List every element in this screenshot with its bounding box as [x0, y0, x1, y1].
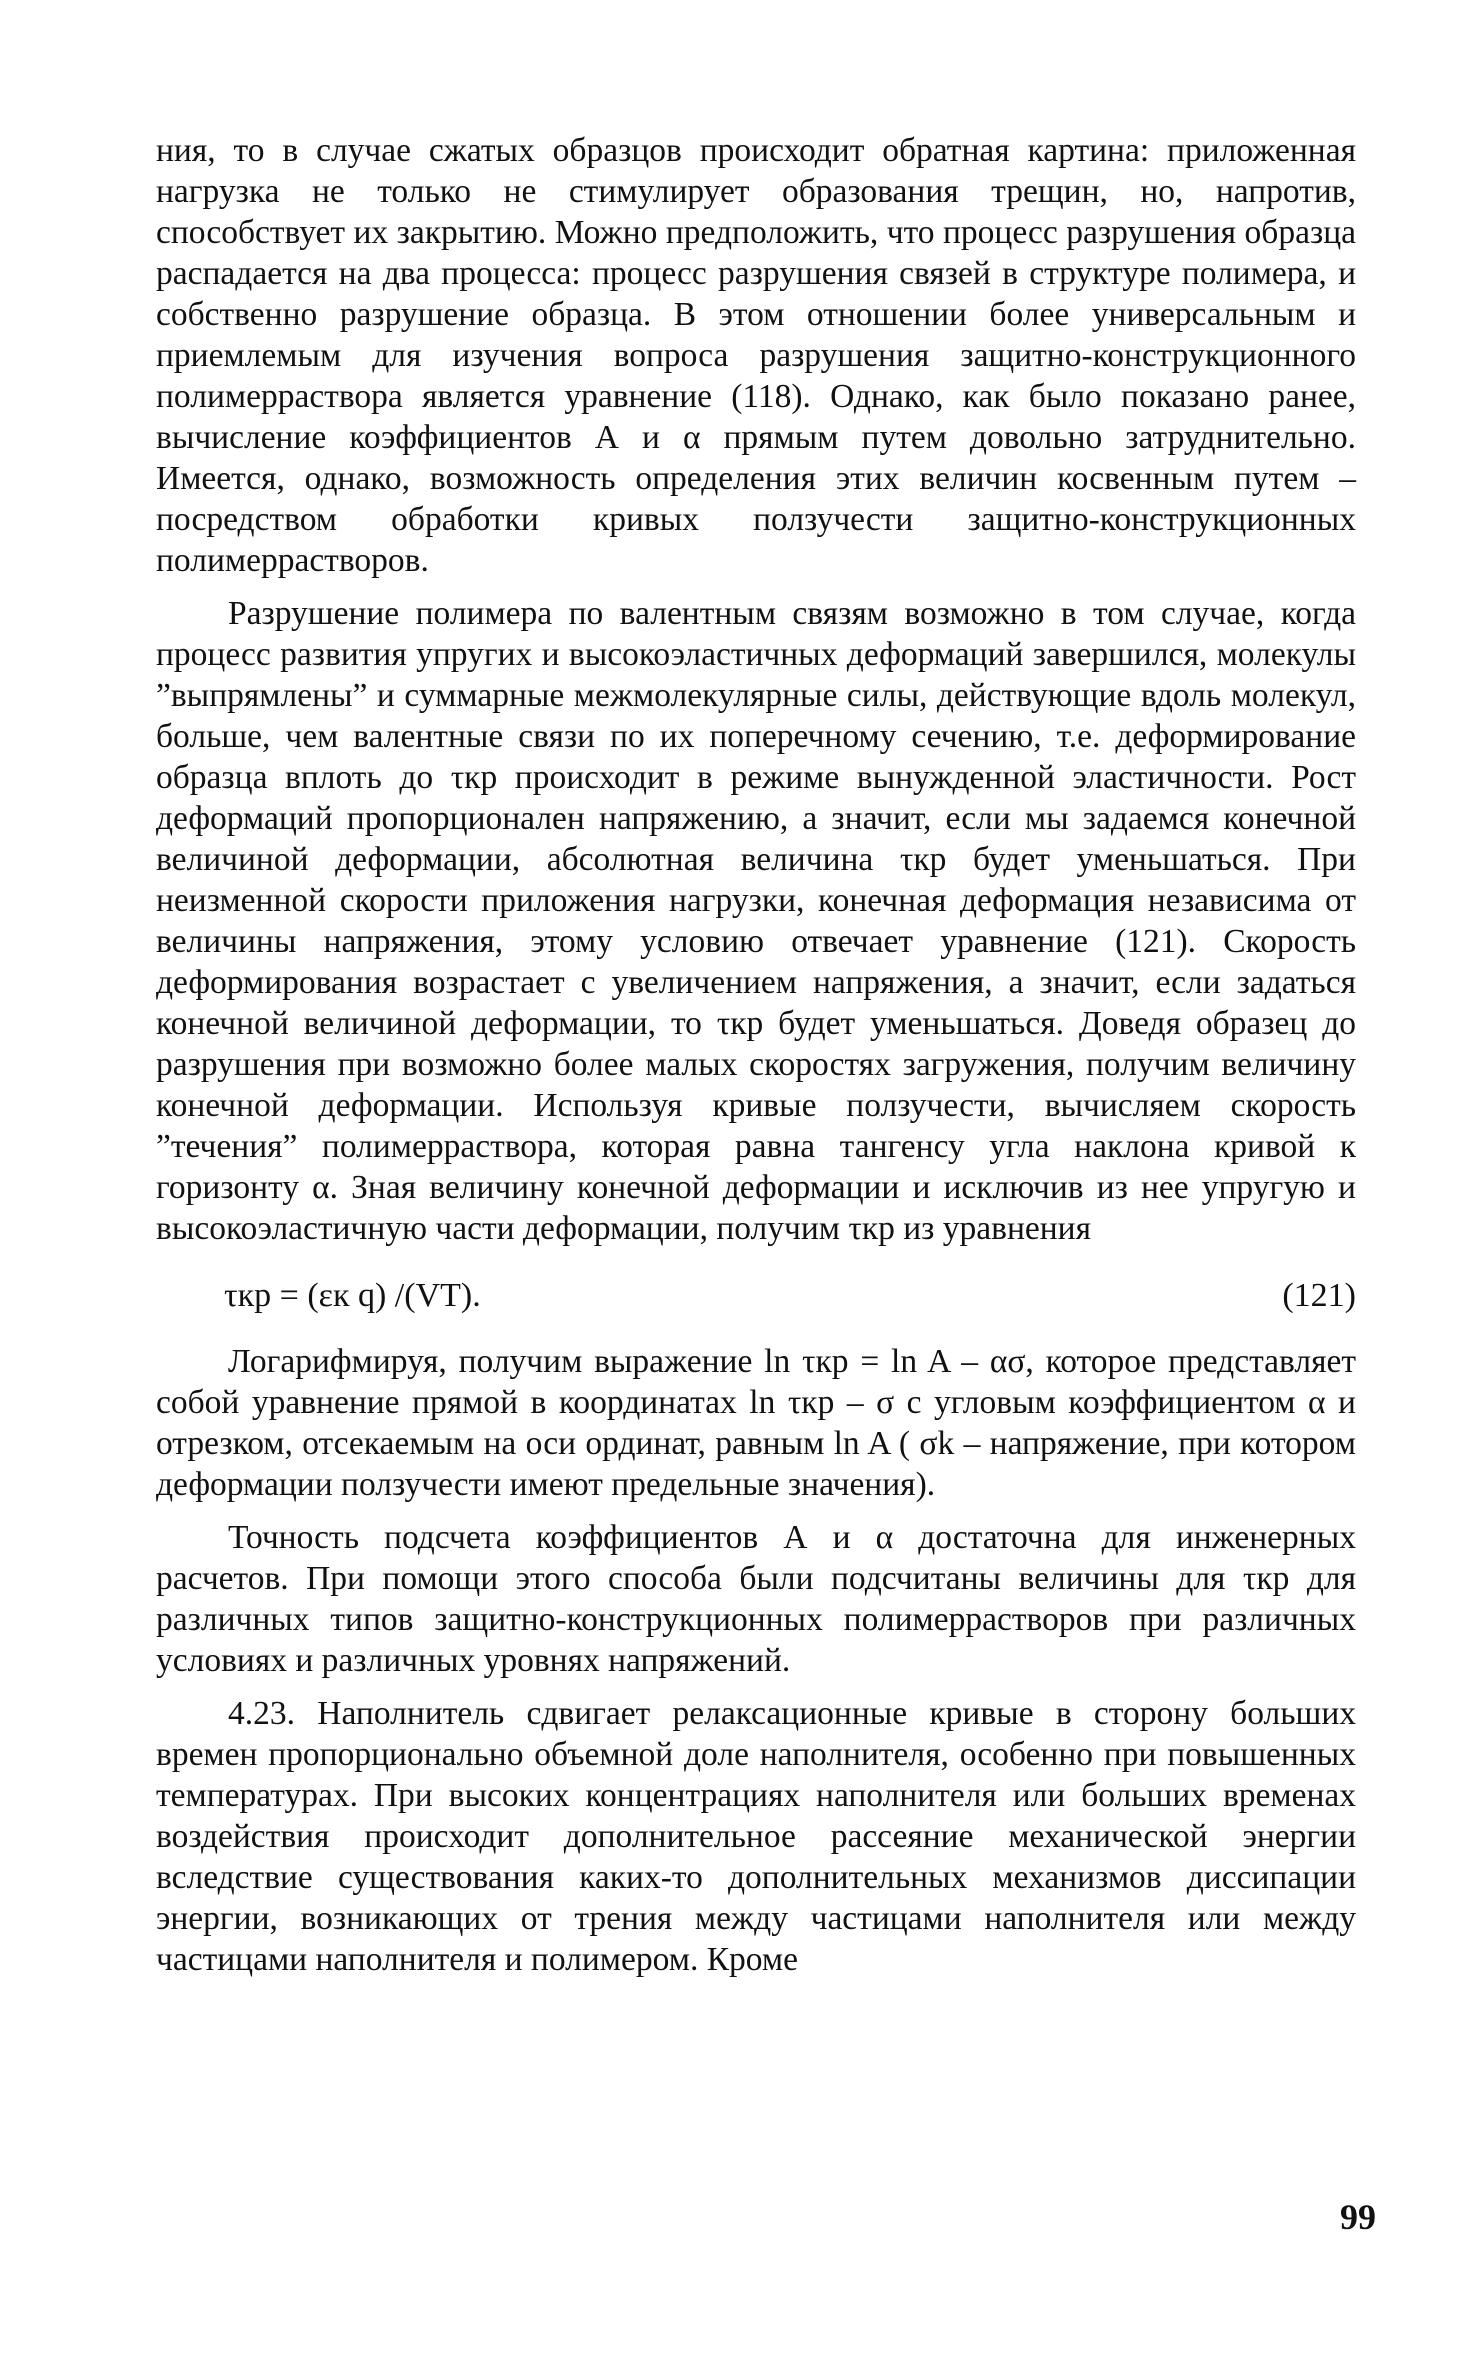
- page-body: [156, 130, 1356, 1980]
- paragraph-logarithm: Логарифмируя, получим выражение ln τкр = ln A – ασ, которое представляет собой уравнение прямой в координатах ln τкр – σ с угловым коэффициентом α и отрезком, отсекаемым на оси ординат, равным ln A ( σk – напряжение, при котором деформации ползучести имеют предельные значения).: [156, 1343, 1356, 1503]
- page-number: 99: [1340, 2197, 1376, 2237]
- paragraph-polymer-fracture: Разрушение полимера по валентным связям возможно в том случае, когда процесс развития упругих и высокоэластичных деформаций завершился, молекулы ”выпрямлены” и суммарные межмолекулярные силы, действующие вдоль молекул, больше, чем валентные связи по их поперечному сечению, т.е. деформирование образца вплоть до τкр происходит в режиме вынужденной эластичности. Рост деформаций пропорционален напряжению, а значит, если мы задаемся конечной величиной деформации, абсолютная величина τкр будет уменьшаться. При неизменной скорости приложения нагрузки, конечная деформация независима от величины напряжения, этому условию отвечает уравнение (121). Скорость деформирования возрастает с увеличением напряжения, а значит, если задаться конечной величиной деформации, то τкр будет уменьшаться. Доведя образец до разрушения при возможно более малых скоростях загружения, получим величину конечной деформации. Используя кривые ползучести, вычисляем скорость ”течения” полимерраствора, которая равна тангенсу угла наклона кривой к горизонту α. Зная величину конечной деформации и исключив из нее упругую и высокоэластичную части деформации, получим τкр из уравнения: [156, 595, 1356, 1247]
- equation-121: [156, 1273, 1356, 1319]
- equation-number: (121): [1282, 1277, 1356, 1314]
- equation-expression: τкр = (εк q) /(VT).: [224, 1277, 481, 1314]
- paragraph-section-4-23: 4.23. Наполнитель сдвигает релаксационные кривые в сторону больших времен пропорционально объемной доле наполнителя, особенно при повышенных температурах. При высоких концентрациях наполнителя или больших временах воздействия происходит дополнительное рассеяние механической энергии вследствие существования каких-то дополнительных механизмов диссипации энергии, возникающих от трения между частицами наполнителя или между частицами наполнителя и полимером. Кроме: [156, 1695, 1356, 1978]
- paragraph-continuation: ния, то в случае сжатых образцов происходит обратная картина: приложенная нагрузка не только не стимулирует образования трещин, но, напротив, способствует их закрытию. Можно предположить, что процесс разрушения образца распадается на два процесса: процесс разрушения связей в структуре полимера, и собственно разрушение образца. В этом отношении более универсальным и приемлемым для изучения вопроса разрушения защитно-конструкционного полимерраствора является уравнение (118). Однако, как было показано ранее, вычисление коэффициентов А и α прямым путем довольно затруднительно. Имеется, однако, возможность определения этих величин косвенным путем – посредством обработки кривых ползучести защитно-конструкционных полимеррастворов.: [156, 132, 1356, 579]
- paragraph-accuracy: Точность подсчета коэффициентов А и α достаточна для инженерных расчетов. При помощи этого способа были подсчитаны величины для τкр для различных типов защитно-конструкционных полимеррастворов при различных условиях и различных уровнях напряжений.: [156, 1519, 1356, 1679]
